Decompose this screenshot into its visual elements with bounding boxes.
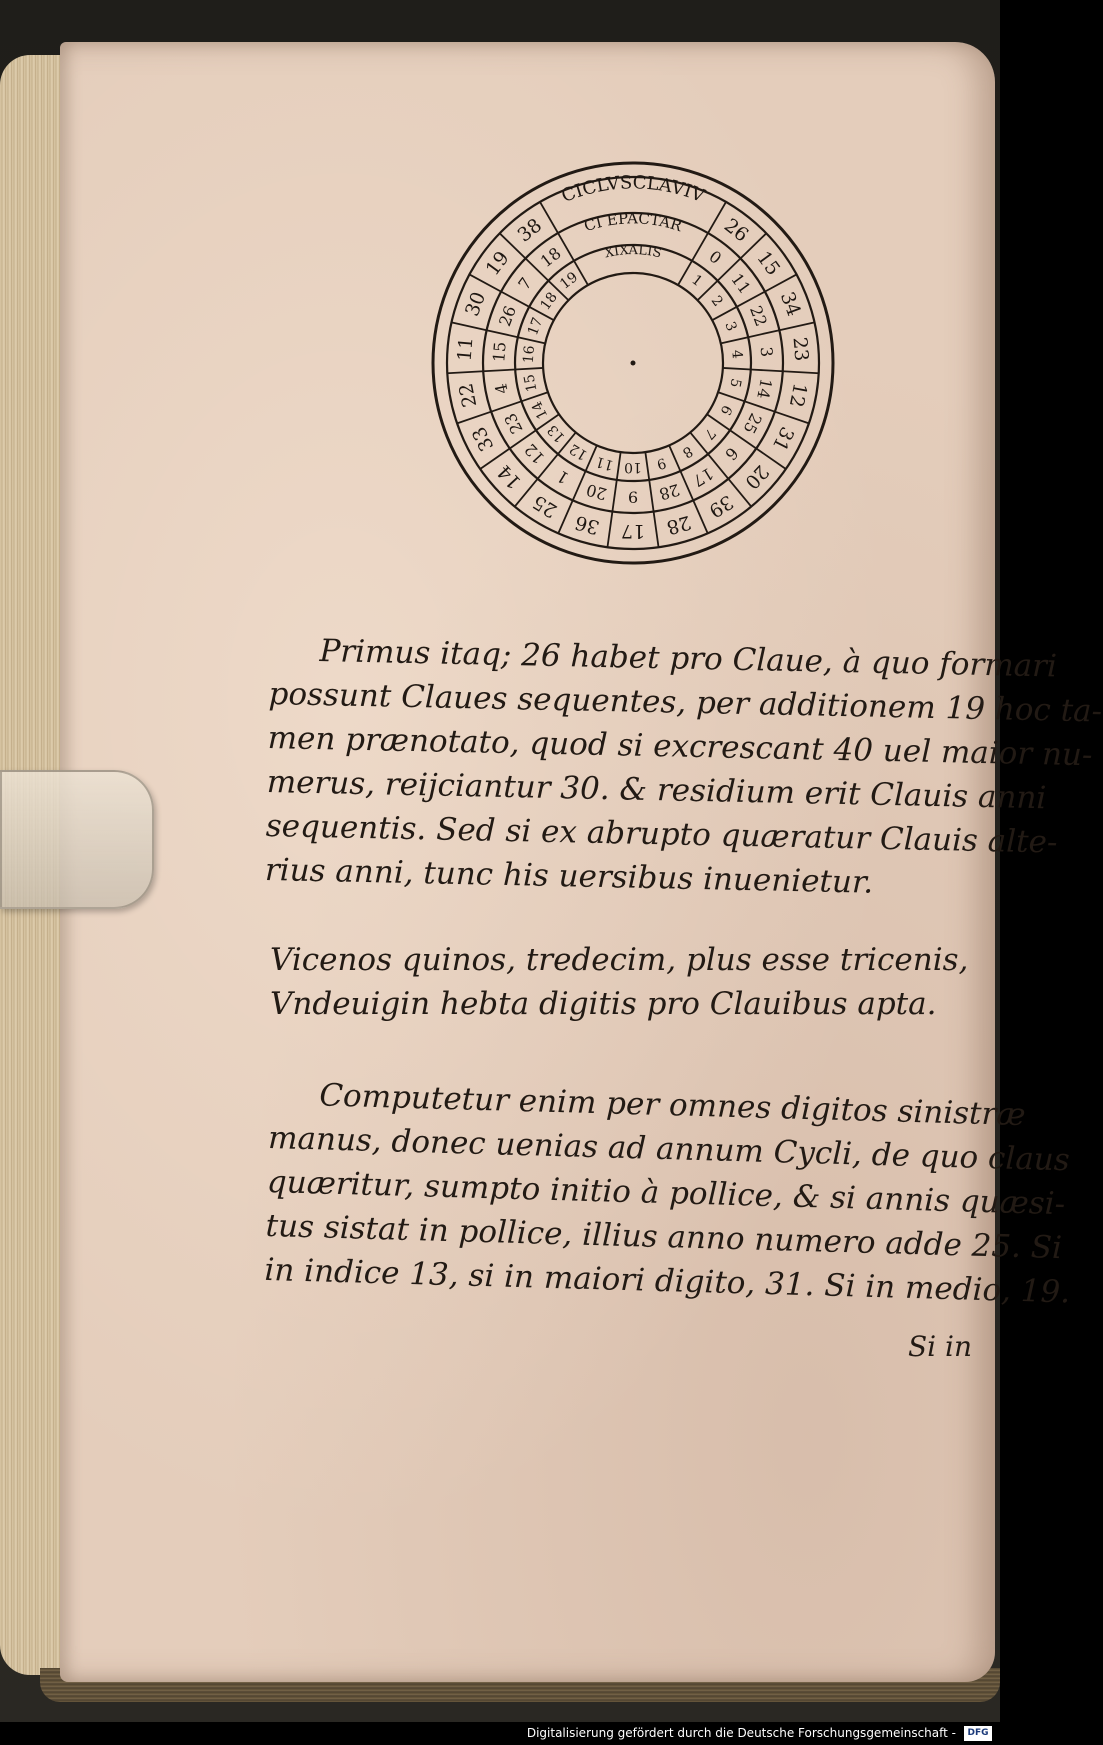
cell-divider	[515, 368, 543, 370]
cell-divider	[487, 330, 518, 337]
cell-divider	[692, 233, 708, 261]
cell-divider	[491, 401, 521, 411]
cycle-number: 11	[593, 452, 616, 474]
text-line: Computetur enim per omnes digitos sinistræ	[318, 1077, 1026, 1134]
text-line: rius anni, tunc his uersibus inuenietur.	[264, 851, 874, 901]
text-line: merus, reijciantur 30. & residium erit Clauis anni	[266, 763, 1047, 817]
cycle-number: 26	[719, 214, 753, 247]
cycle-number: 18	[537, 289, 561, 314]
center-dot	[631, 361, 636, 366]
cycle-number: 14	[753, 376, 776, 401]
cycle-number: 23	[500, 410, 527, 437]
cycle-number: 39	[704, 490, 738, 522]
cycle-number: 10	[624, 459, 642, 475]
cycle-number: 20	[584, 480, 609, 504]
cell-divider	[718, 392, 744, 401]
ring-title: CI EPACTAR	[581, 209, 685, 236]
verse-line: Vicenos quinos, tredecim, plus esse tricenis,	[270, 942, 969, 978]
cell-divider	[712, 307, 737, 320]
cell-divider	[518, 337, 545, 343]
text-line: quæritur, sumpto initio à pollice, & si annis quæsi-	[266, 1163, 1066, 1223]
cycle-number: 11	[727, 269, 755, 298]
cycle-number: 4	[728, 349, 745, 360]
verse-block	[270, 938, 970, 1026]
cycle-number: 19	[481, 247, 514, 280]
cycle-number: 1	[688, 271, 706, 290]
cell-divider	[649, 480, 653, 512]
cycle-number: 9	[627, 487, 639, 507]
cycle-number: 15	[489, 341, 510, 363]
text-line: tus sistat in pollice, illius anno numero adde 25. Si	[265, 1207, 1063, 1267]
cycle-number: 8	[679, 442, 696, 461]
cycle-number: 38	[513, 214, 547, 247]
cycle-number: 36	[572, 510, 602, 539]
cycle-number: 20	[740, 460, 773, 494]
cycle-number: 33	[467, 423, 499, 455]
cycle-number: 6	[721, 443, 743, 464]
digitization-footer	[0, 1722, 1000, 1745]
cycle-number: 15	[752, 247, 785, 280]
cycle-number: 22	[455, 381, 482, 410]
text-line: in indice 13, si in maiori digito, 31. Si in medio, 19.	[263, 1251, 1071, 1311]
cycle-number: 17	[524, 315, 547, 338]
cell-divider	[457, 412, 491, 424]
cycle-number: 12	[566, 440, 591, 464]
cycle-number: 14	[529, 398, 552, 422]
cell-divider	[654, 512, 659, 548]
catchword: Si in	[908, 1330, 973, 1363]
cell-divider	[775, 412, 809, 424]
diagram-labels	[454, 172, 813, 542]
verse-line: Vndeuigin hebta digitis pro Clauibus apta.	[270, 986, 937, 1022]
cycle-number: 11	[453, 336, 478, 363]
cycle-number: 14	[493, 460, 526, 494]
cycle-number: 12	[520, 439, 549, 468]
cell-divider	[779, 322, 814, 330]
cell-divider	[447, 371, 483, 373]
cycle-number: 31	[767, 423, 799, 455]
text-line: men prænotato, quod si excrescant 40 uel maior nu-	[267, 719, 1093, 774]
cell-divider	[748, 330, 779, 337]
ring-title: CICLVSCLAVIV	[558, 172, 708, 207]
cycle-number: 30	[461, 288, 491, 320]
cycle-number: 23	[788, 336, 813, 363]
cycle-number: 17	[620, 520, 646, 542]
cycle-number: 19	[557, 269, 582, 293]
cycle-number: 15	[521, 372, 541, 394]
cycle-of-keys-diagram	[408, 128, 858, 598]
cycle-number: 4	[491, 381, 512, 396]
dfg-logo: DFG	[964, 1726, 992, 1741]
cycle-number: 7	[700, 424, 719, 443]
cycle-number: 25	[739, 410, 766, 437]
paragraph-primus	[264, 628, 1103, 907]
cycle-number: 1	[553, 466, 573, 488]
cell-divider	[573, 471, 586, 500]
text-line: possunt Claues sequentes, per additionem 19 hoc ta-	[268, 675, 1103, 730]
cell-divider	[721, 337, 748, 343]
cell-divider	[723, 368, 751, 370]
paragraph-computetur	[263, 1072, 1071, 1311]
cell-divider	[607, 512, 612, 548]
text-line: Primus itaq; 26 habet pro Claue, à quo formari	[319, 633, 1058, 685]
ring-title: XIXALIS	[603, 243, 663, 262]
cycle-number: 18	[536, 243, 565, 272]
cycle-number: 28	[657, 480, 682, 504]
cycle-number: 25	[528, 490, 562, 522]
page-clip	[0, 770, 154, 909]
cycle-number: 2	[707, 293, 726, 310]
cycle-number: 17	[689, 463, 717, 491]
cell-divider	[669, 445, 680, 471]
cycle-number: 26	[495, 303, 520, 329]
cycle-number: 28	[664, 510, 694, 539]
cycle-number: 5	[726, 377, 744, 389]
cycle-number: 22	[746, 303, 771, 329]
cycle-number: 0	[705, 246, 726, 268]
cell-divider	[483, 370, 515, 372]
footer-credit: Digitalisierung gefördert durch die Deutsche Forschungsgemeinschaft -	[526, 1726, 956, 1740]
text-line: manus, donec uenias ad annum Cycli, de quo claus	[267, 1119, 1071, 1179]
cycle-number: 16	[520, 344, 539, 364]
cell-divider	[617, 452, 621, 480]
cycle-number: 9	[654, 454, 668, 472]
cycle-number: 34	[775, 288, 805, 320]
cell-divider	[612, 480, 616, 512]
cell-divider	[783, 371, 819, 373]
cell-divider	[693, 500, 707, 533]
cell-divider	[645, 452, 649, 480]
cycle-number: 7	[514, 273, 536, 294]
cycle-number: 6	[716, 402, 735, 418]
cell-divider	[452, 322, 487, 330]
text-line: sequentis. Sed si ex abrupto quæratur Clauis alte-	[265, 807, 1058, 861]
cycle-number: 3	[756, 346, 777, 358]
cell-divider	[751, 370, 783, 372]
cycle-number: 3	[721, 319, 740, 334]
cycle-number: 13	[544, 421, 569, 446]
cycle-number: 12	[784, 381, 811, 410]
